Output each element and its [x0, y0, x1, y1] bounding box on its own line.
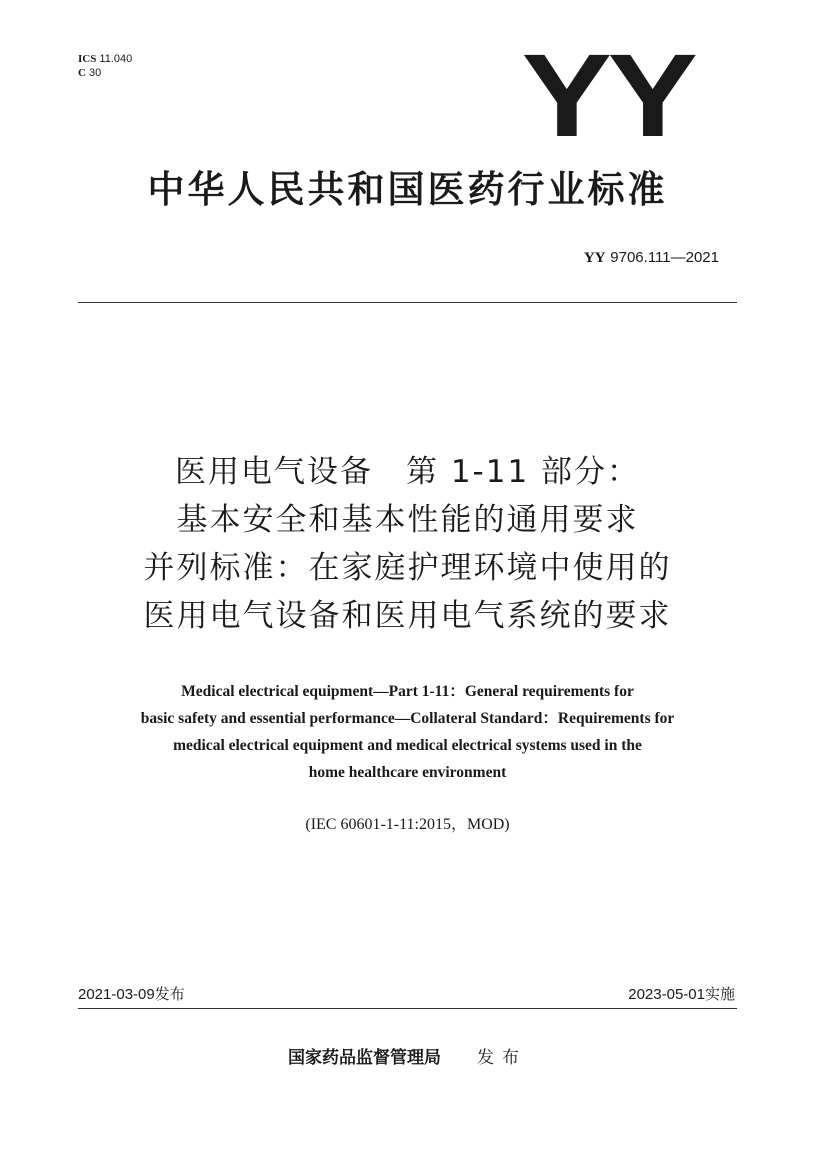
standard-number-value: 9706.111—2021	[610, 249, 719, 266]
footer-divider	[78, 1008, 737, 1009]
issue-date	[78, 984, 185, 1005]
standard-number	[584, 248, 719, 267]
implementation-label: 实施	[704, 985, 735, 1003]
chinese-title-line: 医用电气设备和医用电气系统的要求	[143, 598, 672, 634]
ics-line	[78, 52, 132, 66]
publisher-name: 国家药品监督管理局	[288, 1048, 441, 1068]
ccs-code: 30	[89, 67, 102, 79]
english-title-line: home healthcare environment	[308, 764, 507, 781]
chinese-title-line: 医用电气设备 第 1-11 部分：	[174, 454, 641, 490]
english-title-line: basic safety and essential performance—Collateral Standard：Requirements for	[140, 710, 675, 727]
standard-number-prefix: YY	[583, 250, 606, 266]
issue-date-value: 2021-03-09	[78, 986, 155, 1003]
implementation-date-value: 2023-05-01	[628, 986, 705, 1003]
english-title-line: medical electrical equipment and medical electrical systems used in the	[173, 737, 642, 754]
english-title	[0, 678, 815, 786]
classification-codes	[78, 52, 132, 80]
chinese-title-line: 并列标准：在家庭护理环境中使用的	[143, 550, 672, 586]
issue-label: 发布	[154, 985, 185, 1003]
adoption-note: (IEC 60601-1-11:2015，MOD)	[305, 816, 510, 833]
ccs-line	[78, 66, 132, 80]
ics-label: ICS	[78, 53, 97, 65]
ccs-label: C	[78, 67, 86, 79]
english-title-line: Medical electrical equipment—Part 1-11：General requirements for	[181, 683, 634, 700]
publisher-action: 发布	[477, 1048, 527, 1068]
ics-code: 11.040	[99, 53, 133, 65]
header-divider	[78, 302, 737, 303]
chinese-title-line: 基本安全和基本性能的通用要求	[176, 502, 639, 538]
yy-logo: YY	[521, 30, 693, 162]
implementation-date	[628, 984, 735, 1005]
chinese-title	[0, 448, 815, 640]
publisher	[0, 1046, 815, 1070]
standard-category-title: 中华人民共和国医药行业标准	[147, 168, 668, 211]
